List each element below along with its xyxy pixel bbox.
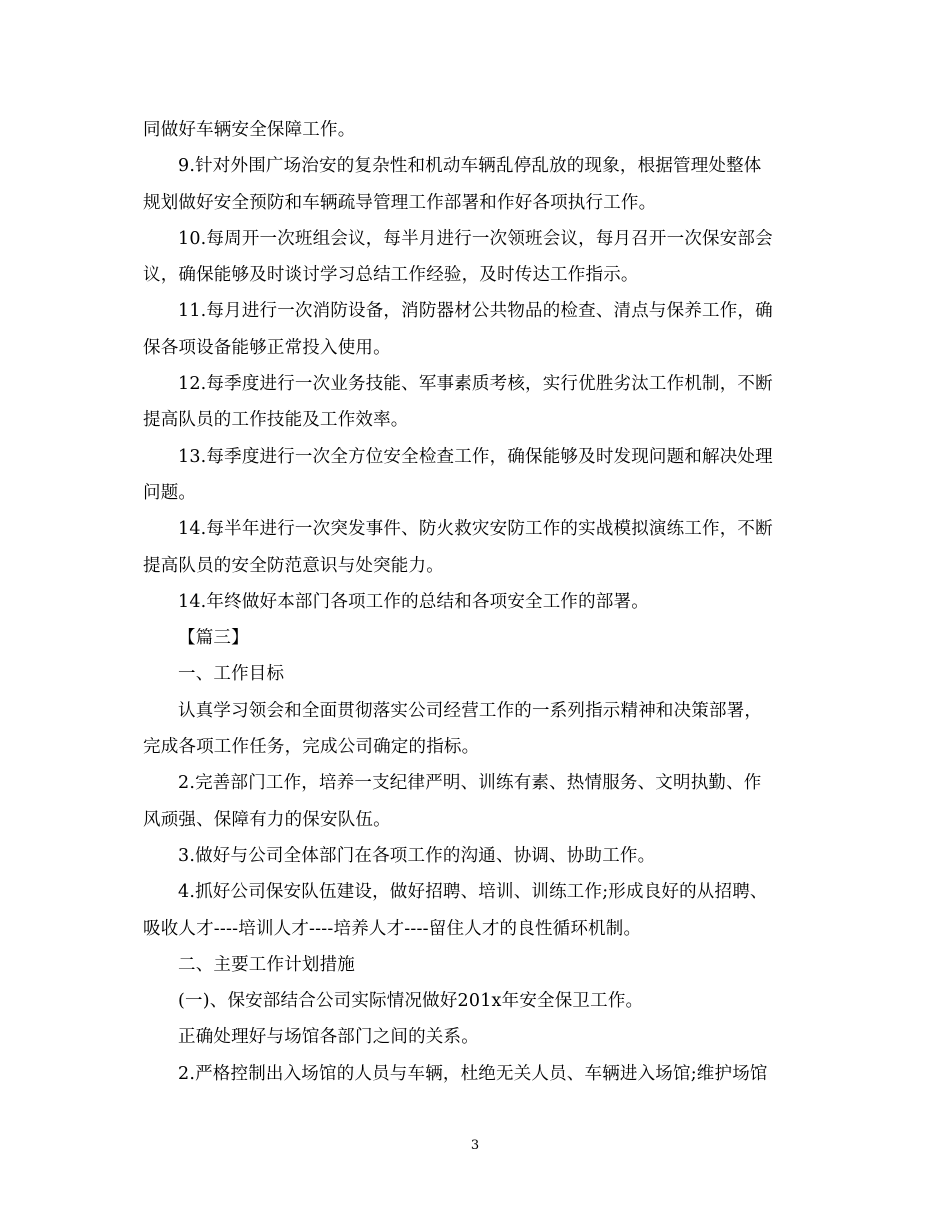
paragraph-line: 14.每半年进行一次突发事件、防火救灾安防工作的实战模拟演练工作，不断: [178, 519, 773, 540]
section-heading: 【篇三】: [178, 628, 249, 649]
paragraph-line: 2.完善部门工作，培养一支纪律严明、训练有素、热情服务、文明执勤、作: [178, 773, 762, 794]
paragraph-line: 12.每季度进行一次业务技能、军事素质考核，实行优胜劣汰工作机制，不断: [178, 374, 773, 395]
page-number: 3: [470, 1138, 480, 1153]
paragraph-line: 14.年终做好本部门各项工作的总结和各项安全工作的部署。: [178, 591, 649, 612]
paragraph-line: 9.针对外围广场治安的复杂性和机动车辆乱停乱放的现象，根据管理处整体: [178, 156, 762, 177]
paragraph-line: 11.每月进行一次消防设备，消防器材公共物品的检查、清点与保养工作，确: [178, 301, 773, 322]
paragraph-line: 规划做好安全预防和车辆疏导管理工作部署和作好各项执行工作。: [143, 192, 657, 213]
paragraph-line: (一)、保安部结合公司实际情况做好201x年安全保卫工作。: [178, 991, 644, 1012]
paragraph-line: 提高队员的工作技能及工作效率。: [143, 410, 409, 431]
paragraph-line: 保各项设备能够正常投入使用。: [143, 337, 391, 358]
paragraph-line: 13.每季度进行一次全方位安全检查工作，确保能够及时发现问题和解决处理: [178, 446, 773, 467]
paragraph-line: 问题。: [143, 482, 197, 503]
paragraph-line: 认真学习领会和全面贯彻落实公司经营工作的一系列指示精神和决策部署，: [178, 700, 763, 721]
paragraph-line: 4.抓好公司保安队伍建设，做好招聘、培训、训练工作;形成良好的从招聘、: [178, 882, 768, 903]
paragraph-line: 吸收人才----培训人才----培养人才----留住人才的良性循环机制。: [143, 918, 642, 939]
document-body: [143, 112, 808, 1092]
paragraph-line: 同做好车辆安全保障工作。: [143, 120, 356, 140]
paragraph-line: 正确处理好与场馆各部门之间的关系。: [178, 1027, 479, 1048]
paragraph-line: 3.做好与公司全体部门在各项工作的沟通、协调、协助工作。: [178, 845, 656, 866]
paragraph-line: 2.严格控制出入场馆的人员与车辆，杜绝无关人员、车辆进入场馆;维护场馆: [178, 1063, 768, 1084]
paragraph-line: 议，确保能够及时谈讨学习总结工作经验，及时传达工作指示。: [143, 265, 639, 286]
section-heading: 一、工作目标: [178, 664, 285, 685]
paragraph-line: 风顽强、保障有力的保安队伍。: [143, 809, 391, 830]
paragraph-line: 提高队员的安全防范意识与处突能力。: [143, 555, 444, 576]
paragraph-line: 10.每周开一次班组会议，每半月进行一次领班会议，每月召开一次保安部会: [178, 228, 773, 249]
paragraph-line: 完成各项工作任务，完成公司确定的指标。: [143, 737, 480, 758]
section-heading: 二、主要工作计划措施: [178, 954, 355, 975]
